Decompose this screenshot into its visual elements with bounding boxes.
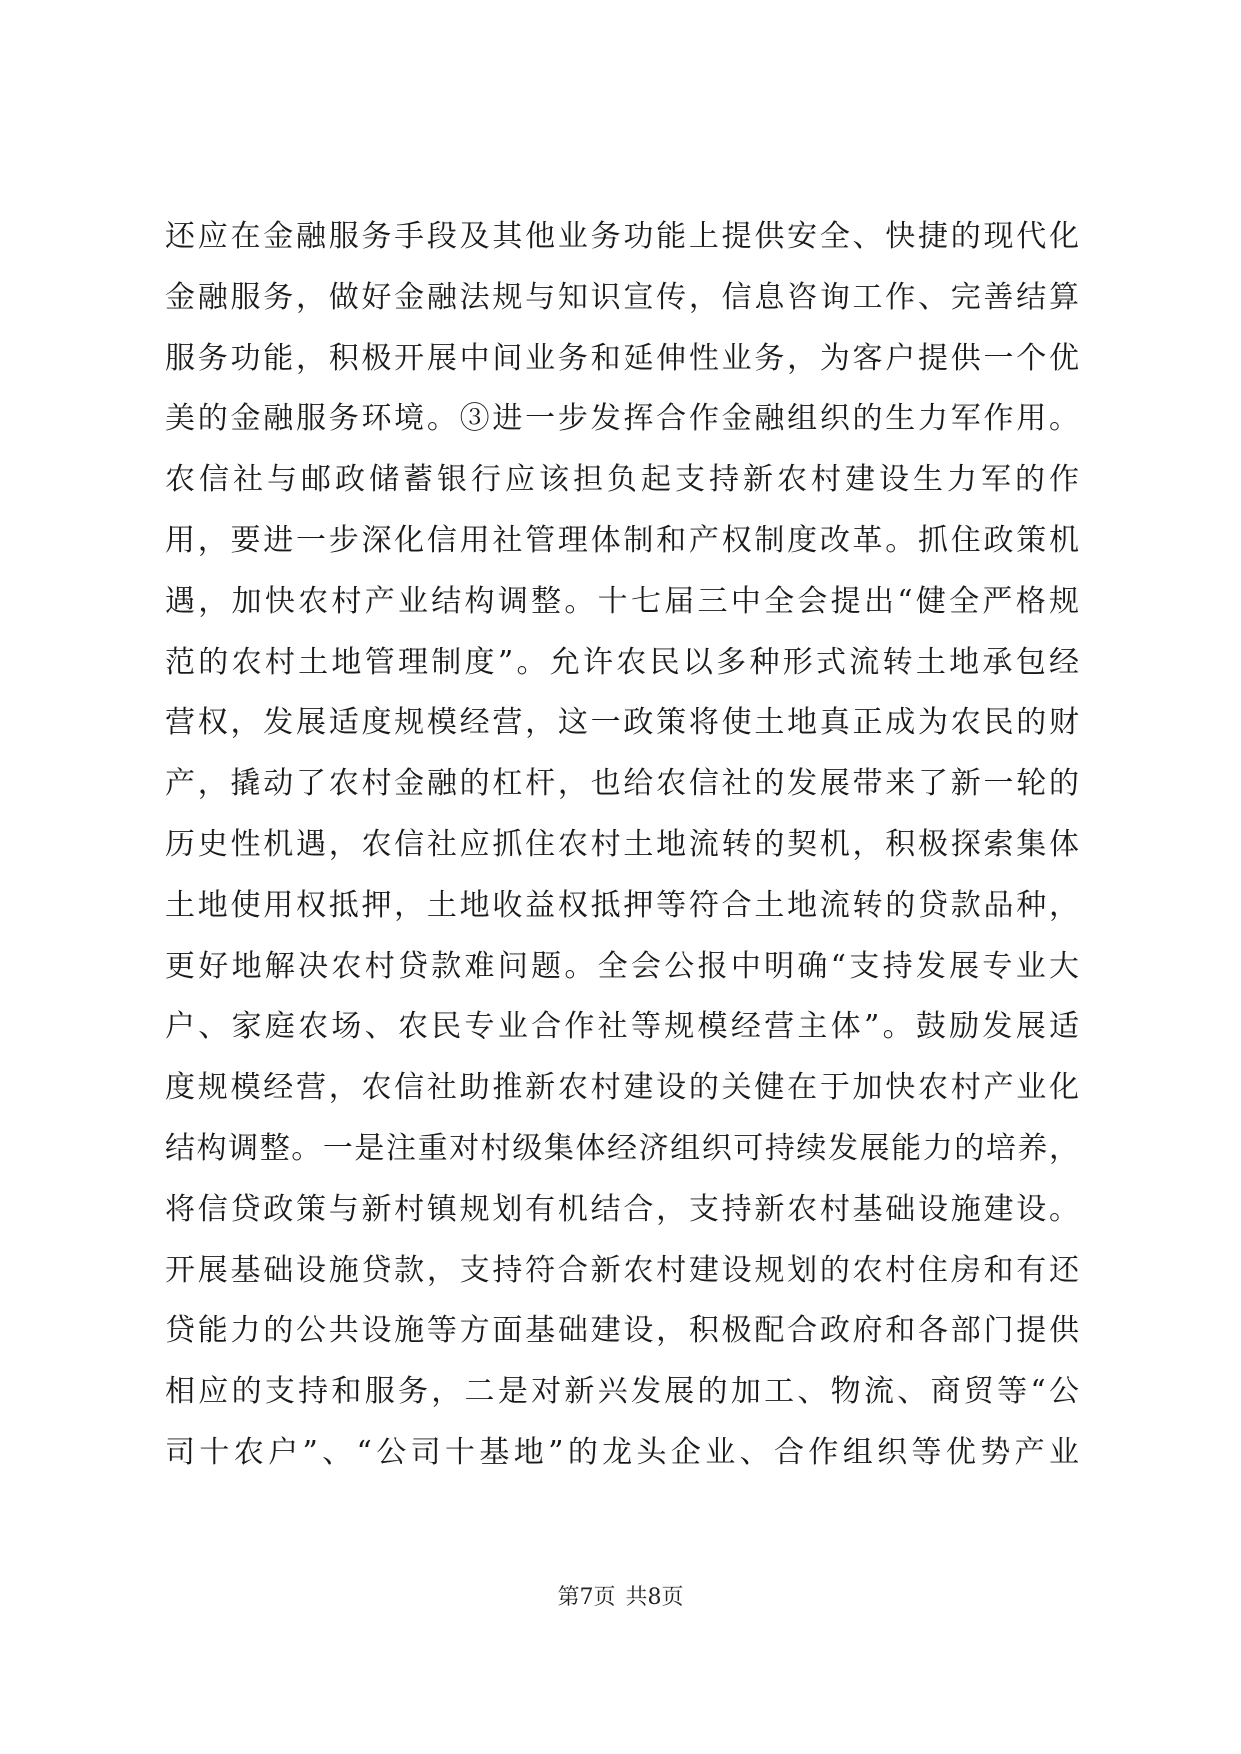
text-line: 结构调整。一是注重对村级集体经济组织可持续发展能力的培养， bbox=[165, 1130, 1079, 1166]
text-line: 农信社与邮政储蓄银行应该担负起支持新农村建设生力军的作 bbox=[165, 462, 1079, 498]
text-line: 范的农村土地管理制度”。允许农民以多种形式流转土地承包经 bbox=[165, 644, 1079, 680]
text-line: 相应的支持和服务，二是对新兴发展的加工、物流、商贸等“公 bbox=[165, 1374, 1079, 1410]
text-line: 更好地解决农村贷款难问题。全会公报中明确“支持发展专业大 bbox=[165, 948, 1079, 984]
page-total: 共8页 bbox=[625, 1585, 684, 1610]
document-body bbox=[165, 207, 1079, 1484]
page-number: 第7页 bbox=[557, 1585, 616, 1610]
text-line: 将信贷政策与新村镇规划有机结合，支持新农村基础设施建设。 bbox=[165, 1191, 1079, 1227]
text-line: 美的金融服务环境。③进一步发挥合作金融组织的生力军作用。 bbox=[165, 401, 1079, 437]
text-line: 用，要进一步深化信用社管理体制和产权制度改革。抓住政策机 bbox=[165, 522, 1079, 558]
page-footer bbox=[0, 1583, 1241, 1613]
text-line: 还应在金融服务手段及其他业务功能上提供安全、快捷的现代化 bbox=[165, 219, 1079, 254]
text-line: 度规模经营，农信社助推新农村建设的关健在于加快农村产业化 bbox=[165, 1070, 1079, 1106]
text-line: 遇，加快农村产业结构调整。十七届三中全会提出“健全严格规 bbox=[165, 583, 1079, 619]
text-line: 产，撬动了农村金融的杠杆，也给农信社的发展带来了新一轮的 bbox=[165, 766, 1079, 802]
text-line: 金融服务，做好金融法规与知识宣传，信息咨询工作、完善结算 bbox=[165, 279, 1079, 315]
text-line: 司十农户”、“公司十基地”的龙头企业、合作组织等优势产业 bbox=[165, 1434, 1079, 1470]
text-line: 开展基础设施贷款，支持符合新农村建设规划的农村住房和有还 bbox=[165, 1252, 1079, 1288]
text-line: 户、家庭农场、农民专业合作社等规模经营主体”。鼓励发展适 bbox=[165, 1009, 1079, 1045]
text-line: 土地使用权抵押，土地收益权抵押等符合土地流转的贷款品种， bbox=[165, 887, 1079, 923]
text-line: 历史性机遇，农信社应抓住农村土地流转的契机，积极探索集体 bbox=[165, 826, 1079, 862]
text-line: 贷能力的公共设施等方面基础建设，积极配合政府和各部门提供 bbox=[165, 1313, 1079, 1349]
text-line: 服务功能，积极开展中间业务和延伸性业务，为客户提供一个优 bbox=[165, 340, 1079, 376]
text-line: 营权，发展适度规模经营，这一政策将使土地真正成为农民的财 bbox=[165, 705, 1079, 741]
